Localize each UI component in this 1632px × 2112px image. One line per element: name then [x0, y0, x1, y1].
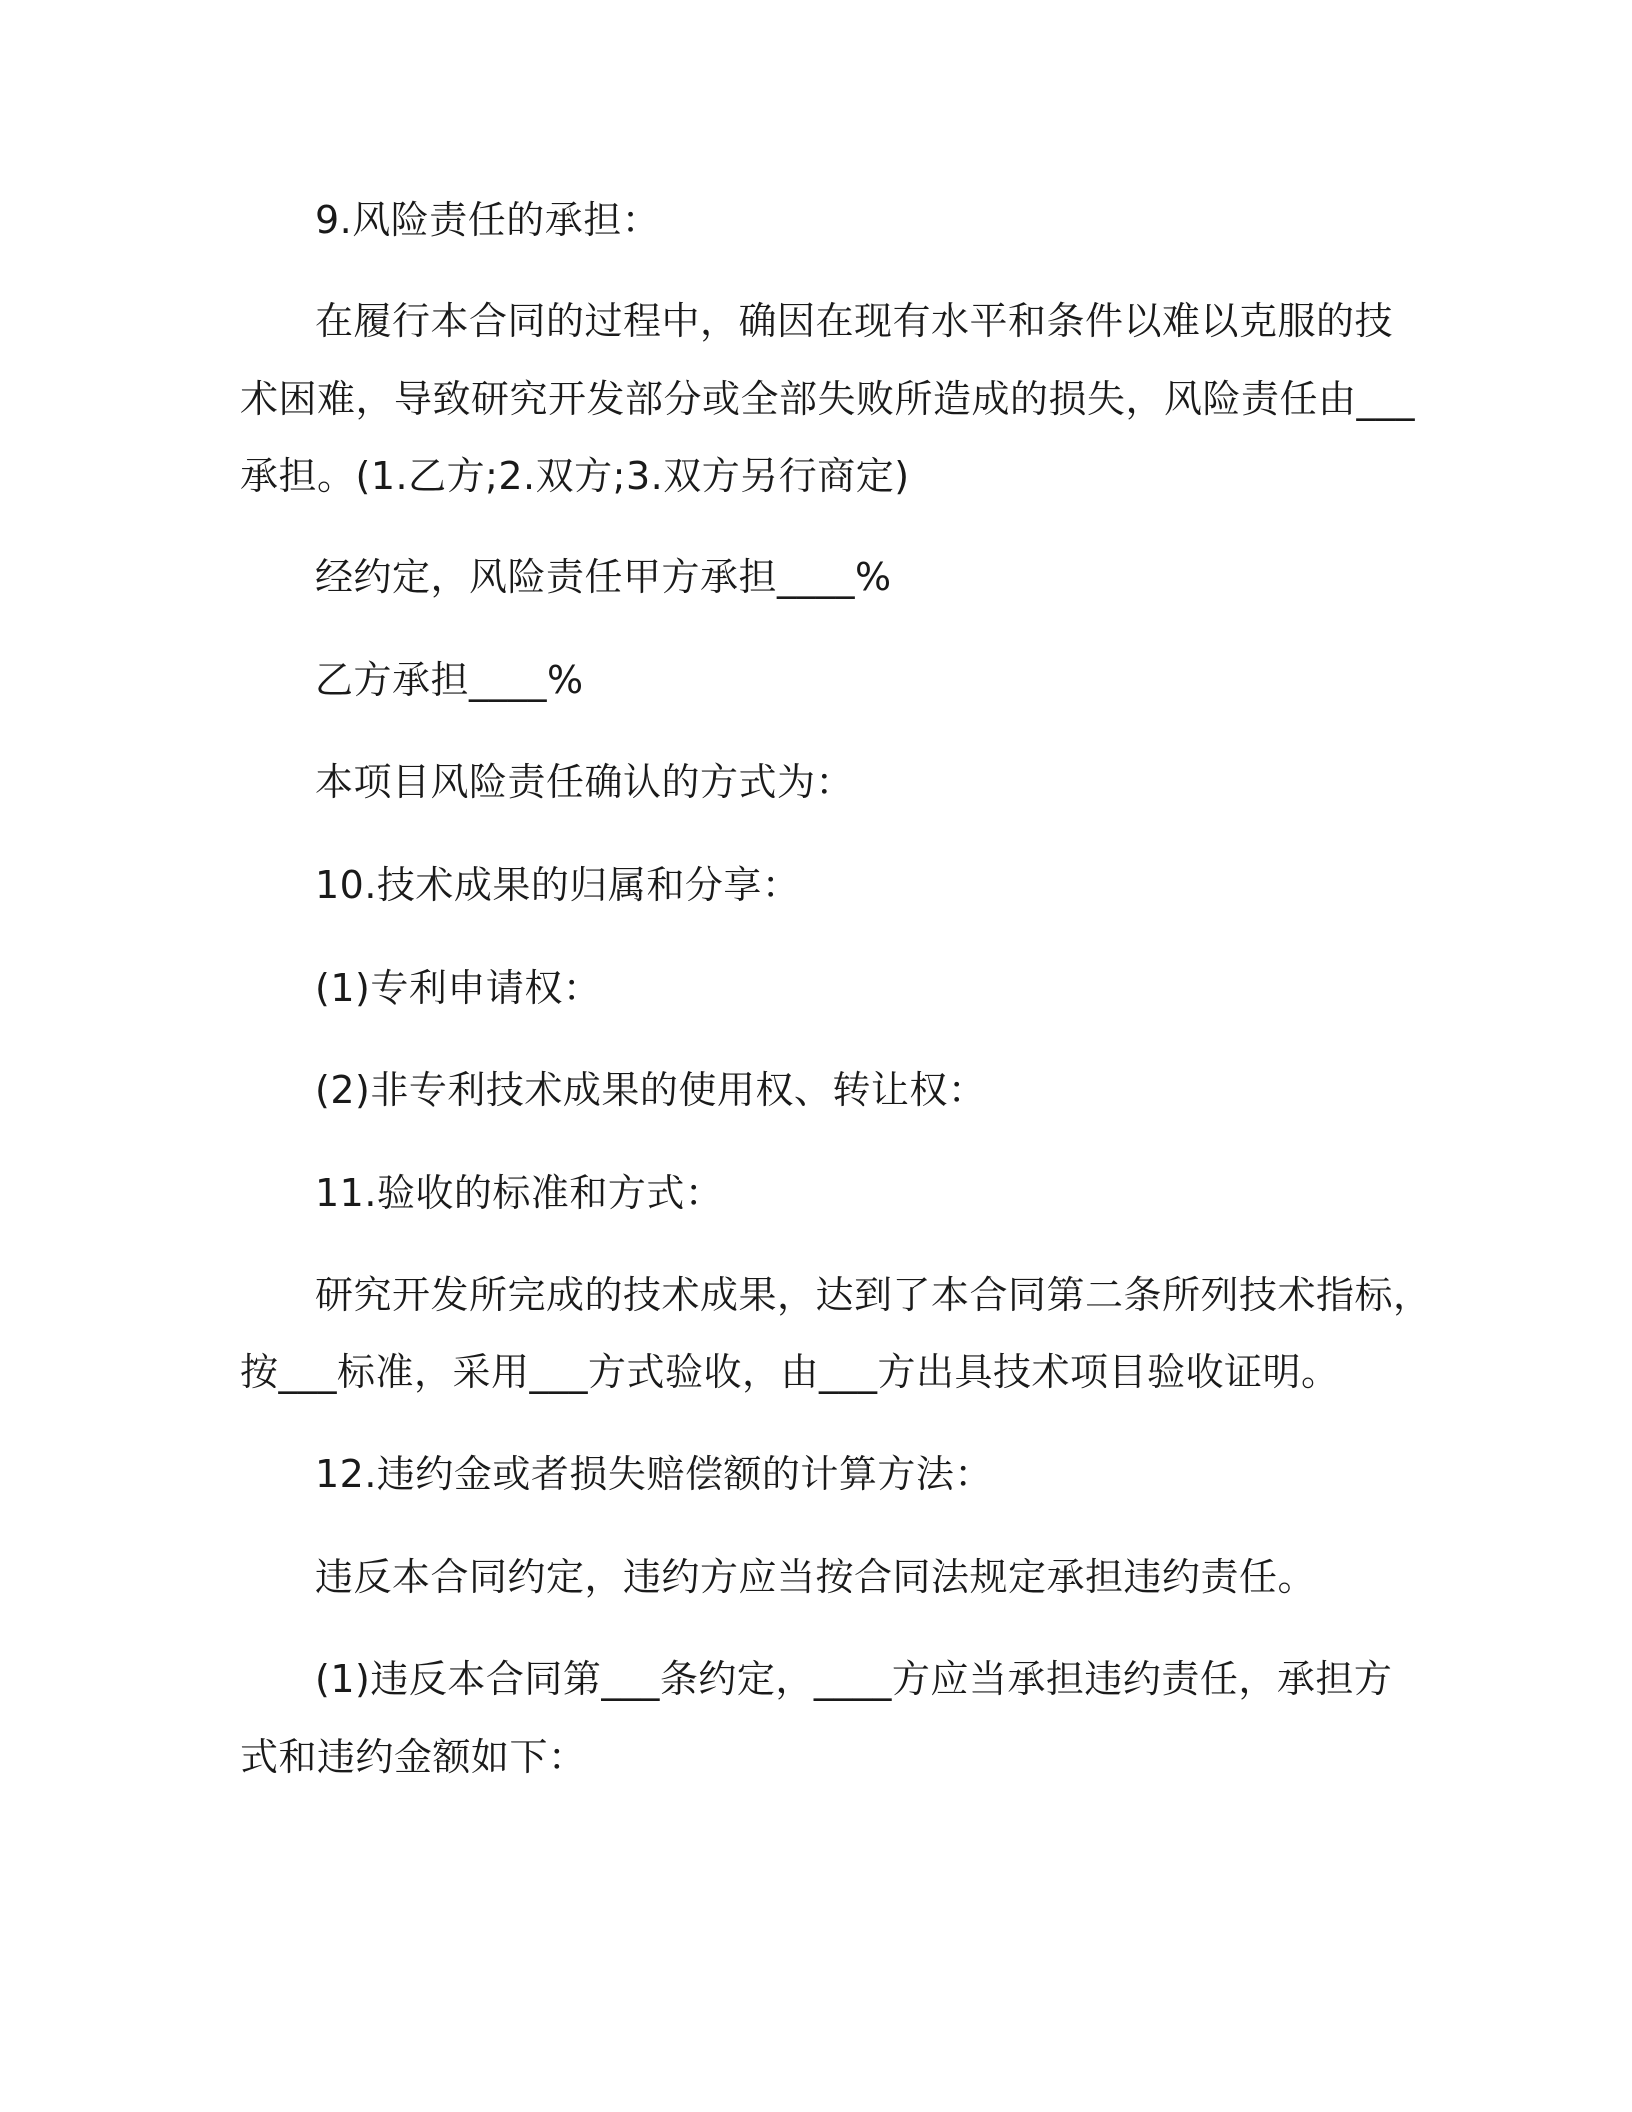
list-item: (2)非专利技术成果的使用权、转让权： [315, 1068, 987, 1112]
paragraph-line: 式和违约金额如下： [240, 1735, 587, 1779]
paragraph-line: 本项目风险责任确认的方式为： [315, 760, 855, 804]
paragraph-line: 乙方承担____% [315, 658, 584, 702]
section-heading-results: 10.技术成果的归属和分享： [315, 863, 801, 907]
paragraph-line: 按___标准，采用___方式验收，由___方出具技术项目验收证明。 [240, 1350, 1340, 1394]
list-item: (1)违反本合同第___条约定，____方应当承担违约责任，承担方 [315, 1657, 1393, 1701]
list-item: (1)专利申请权： [315, 966, 602, 1010]
paragraph-line: 承担。(1.乙方;2.双方;3.双方另行商定) [240, 454, 910, 498]
section-heading-acceptance: 11.验收的标准和方式： [315, 1171, 724, 1215]
paragraph-line: 研究开发所完成的技术成果，达到了本合同第二条所列技术指标， [315, 1273, 1432, 1317]
paragraph-line: 违反本合同约定，违约方应当按合同法规定承担违约责任。 [315, 1555, 1317, 1599]
paragraph-line: 在履行本合同的过程中，确因在现有水平和条件以难以克服的技 [315, 299, 1394, 343]
paragraph-line: 经约定，风险责任甲方承担____% [315, 555, 892, 599]
paragraph-line: 术困难，导致研究开发部分或全部失败所造成的损失，风险责任由___ [240, 377, 1416, 421]
section-heading-risk: 9.风险责任的承担： [315, 198, 661, 242]
section-heading-penalty: 12.违约金或者损失赔偿额的计算方法： [315, 1452, 993, 1496]
